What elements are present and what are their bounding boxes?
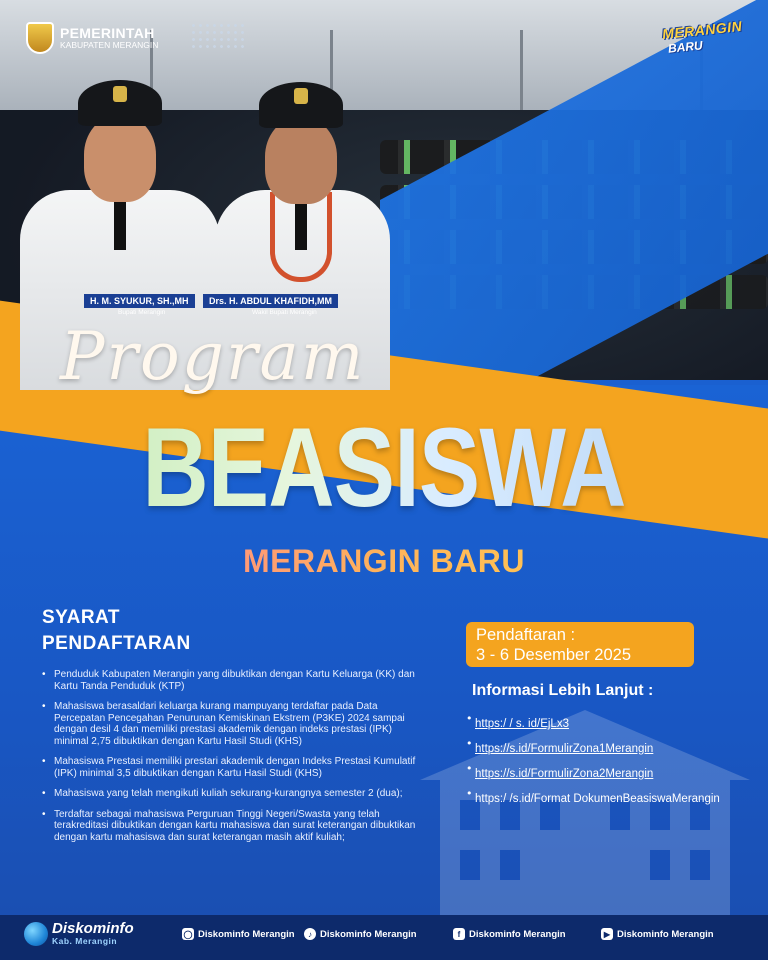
footer [0,915,768,960]
diskominfo-icon [24,922,48,946]
link-short[interactable]: https:/ / s. id/EjLx3 [475,718,569,730]
social-label: Diskominfo Merangin [320,928,417,940]
brand-line-2: BARU [667,38,704,56]
program-script-title: Program [60,318,366,395]
social-label: Diskominfo Merangin [469,928,566,940]
requirements-heading-line-2: PENDAFTARAN [42,633,191,654]
link-form-zona-2[interactable]: https://s.id/FormulirZona2Merangin [475,768,654,780]
requirement-item: • Penduduk Kabupaten Merangin yang dibuktikan dengan Kartu Keluarga (KK) dan Kartu Tanda Penduduk (KTP) [42,669,422,692]
instagram-icon: ◯ [183,929,193,939]
registration-dates: 3 - 6 Desember 2025 [476,646,632,664]
registration-box [466,622,694,667]
link-item [466,787,720,803]
link-item [466,712,720,728]
registration-label: Pendaftaran : [476,626,576,644]
link-item [466,762,720,778]
requirement-item: • Mahasiswa berasaldari keluarga kurang mampuyang terdaftar pada Data Percepatan Pencegahan Penurunan Kemiskinan Ekstrem (P3KE) 2024 sampai dengan desil 4 dan memiliki prestasi akademik dengan indeks prestasi (IPK) minimal 2,75 dibuktikan dengan Kartu Hasil Studi (KHS) [42,701,422,747]
official-2-name: Drs. H. ABDUL KHAFIDH,MM [203,294,338,308]
link-form-zona-1[interactable]: https://s.id/FormulirZona1Merangin [475,743,654,755]
requirement-item: • Terdaftar sebagai mahasiswa Perguruan Tinggi Negeri/Swasta yang telah terakreditasi dibuktikan dengan kartu mahasiswa dan surat keterangan dibuktikan dengan kartu mahasiswa dan surat keterangan masih aktif kuliah; [42,809,422,844]
social-label: Diskominfo Merangin [617,928,714,940]
tiktok-icon: ♪ [304,928,316,940]
merangin-crest-icon [26,22,54,54]
official-bupati-photo [20,78,220,318]
info-links [466,712,720,812]
facebook-icon: f [453,928,465,940]
official-1-name: H. M. SYUKUR, SH.,MH [84,294,195,308]
requirement-item: • Mahasiswa yang telah mengikuti kuliah sekurang-kurangnya semester 2 (dua); [42,788,422,800]
decorative-dots [190,22,248,52]
social-tiktok[interactable] [304,928,417,940]
official-1-title: Bupati Merangin [118,309,166,316]
diskominfo-regency: Kab. Merangin [52,936,118,946]
social-instagram[interactable] [182,928,295,940]
requirement-item: • Mahasiswa Prestasi memiliki prestari akademik dengan Indeks Prestasi Kumulatif (IPK) minimal 3,5 dibuktikan dengan Kartu Hasil Studi (KHS) [42,756,422,779]
diskominfo-logo [24,921,134,946]
social-label: Diskominfo Merangin [198,928,295,940]
youtube-icon: ▶ [601,928,613,940]
link-item [466,737,720,753]
government-name: PEMERINTAH [60,24,155,41]
subtitle: MERANGIN BARU [0,543,768,580]
social-facebook[interactable] [453,928,566,940]
diskominfo-name: Diskominfo [52,920,134,937]
requirements-heading [42,605,191,657]
government-logo [26,22,158,54]
brand-line-1: MERANGIN [661,17,743,43]
official-2-title: Wakil Bupati Merangin [252,309,317,316]
social-youtube[interactable] [601,928,714,940]
merangin-baru-logo [661,17,756,58]
requirements-list [42,669,422,852]
main-title: BEASISWA [69,412,699,524]
info-heading: Informasi Lebih Lanjut : [472,682,654,699]
regency-name: KABUPATEN MERANGIN [60,39,159,50]
requirements-heading-line-1: SYARAT [42,607,120,628]
link-document-format[interactable]: https:/ /s.id/Format DokumenBeasiswaMerangin [475,793,720,805]
